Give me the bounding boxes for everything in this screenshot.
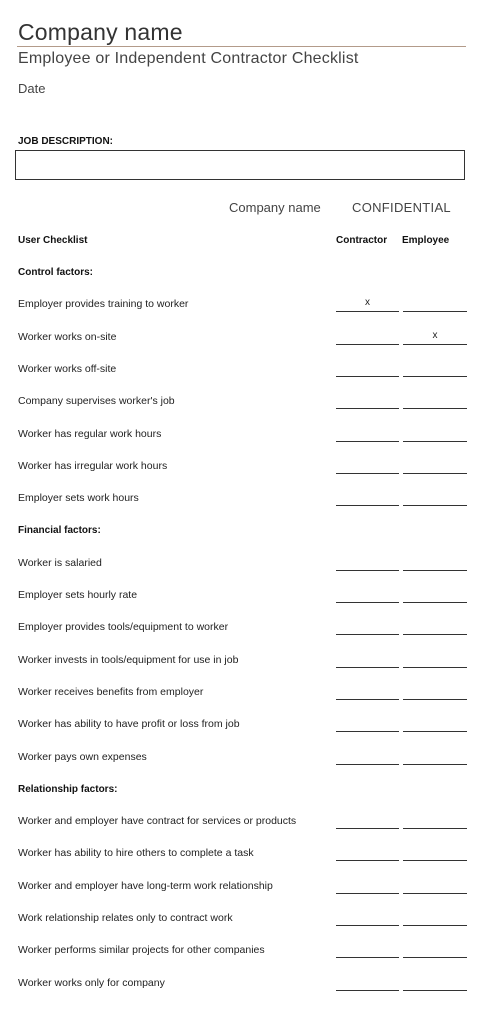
employee-checkbox-line[interactable]: [403, 860, 467, 861]
date-field[interactable]: Date: [18, 81, 46, 96]
contractor-checkbox-line[interactable]: [336, 860, 399, 861]
contractor-checkbox-line[interactable]: [336, 311, 399, 312]
checklist-item-label: Worker has ability to hire others to complete a task: [18, 847, 254, 860]
employee-checkbox-line[interactable]: [403, 441, 467, 442]
checklist-item-label: Worker works on-site: [18, 330, 117, 343]
employee-checkbox-line[interactable]: [403, 828, 467, 829]
section-title: Control factors:: [18, 267, 93, 278]
checklist-item-label: Worker and employer have contract for services or products: [18, 815, 297, 828]
contractor-checkbox-line[interactable]: [336, 764, 399, 765]
contractor-checkbox-line[interactable]: [336, 893, 399, 894]
contractor-checkbox-line[interactable]: [336, 990, 399, 991]
employee-checkbox-line[interactable]: [403, 473, 467, 474]
checklist-item-label: Worker and employer have long-term work relationship: [18, 879, 273, 892]
contractor-checkbox-line[interactable]: [336, 667, 399, 668]
contractor-mark[interactable]: x: [365, 297, 370, 309]
contractor-checkbox-line[interactable]: [336, 505, 399, 506]
contractor-checkbox-line[interactable]: [336, 408, 399, 409]
contractor-checkbox-line[interactable]: [336, 570, 399, 571]
job-description-label: JOB DESCRIPTION:: [18, 136, 114, 147]
checklist-item-label: Work relationship relates only to contract work: [18, 912, 233, 924]
employee-checkbox-line[interactable]: [403, 667, 467, 668]
running-header-company: Company name: [229, 200, 321, 215]
contractor-checkbox-line[interactable]: [336, 957, 399, 958]
contractor-checkbox-line[interactable]: [336, 925, 399, 926]
contractor-column-header: Contractor: [336, 235, 388, 246]
contractor-checkbox-line[interactable]: [336, 344, 399, 345]
employee-checkbox-line[interactable]: [403, 376, 467, 377]
company-name[interactable]: Company name: [18, 19, 183, 45]
employee-checkbox-line[interactable]: [403, 344, 467, 345]
title-rule: [17, 46, 466, 47]
employee-checkbox-line[interactable]: [403, 570, 467, 571]
contractor-checkbox-line[interactable]: [336, 441, 399, 442]
document-title[interactable]: Employee or Independent Contractor Checklist: [18, 50, 359, 67]
contractor-checkbox-line[interactable]: [336, 602, 399, 603]
checklist-item-label: Employer sets hourly rate: [18, 589, 138, 601]
checklist-item-label: Worker has ability to have profit or loss from job: [18, 718, 240, 731]
checklist-item-label: Worker receives benefits from employer: [18, 685, 204, 698]
checklist-item-label: Worker has regular work hours: [18, 427, 162, 440]
checklist-item-label: Worker works off-site: [18, 362, 117, 375]
employee-checkbox-line[interactable]: [403, 731, 467, 732]
checklist-item-label: Worker pays own expenses: [18, 750, 147, 763]
contractor-checkbox-line[interactable]: [336, 634, 399, 635]
checklist-item-label: Worker works only for company: [18, 976, 165, 989]
checklist-item-label: Employer provides training to worker: [18, 298, 189, 311]
contractor-checkbox-line[interactable]: [336, 699, 399, 700]
employee-checkbox-line[interactable]: [403, 990, 467, 991]
contractor-checkbox-line[interactable]: [336, 731, 399, 732]
running-header-confidential: CONFIDENTIAL: [352, 200, 451, 215]
employee-checkbox-line[interactable]: [403, 602, 467, 603]
employee-checkbox-line[interactable]: [403, 311, 467, 312]
employee-column-header: Employee: [402, 235, 450, 246]
checklist-item-label: Worker performs similar projects for other companies: [18, 944, 265, 957]
employee-checkbox-line[interactable]: [403, 925, 467, 926]
employee-checkbox-line[interactable]: [403, 408, 467, 409]
contractor-checkbox-line[interactable]: [336, 828, 399, 829]
checklist-item-label: Worker is salaried: [18, 556, 102, 569]
section-title: Financial factors:: [18, 525, 101, 537]
employee-checkbox-line[interactable]: [403, 764, 467, 765]
employee-checkbox-line[interactable]: [403, 634, 467, 635]
checklist-item-label: Employer provides tools/equipment to worker: [18, 621, 229, 634]
employee-checkbox-line[interactable]: [403, 957, 467, 958]
employee-checkbox-line[interactable]: [403, 699, 467, 700]
user-checklist-header: User Checklist: [18, 235, 88, 246]
employee-mark[interactable]: x: [432, 329, 438, 341]
checklist-item-label: Worker has irregular work hours: [18, 459, 168, 472]
checklist-item-label: Worker invests in tools/equipment for use in job: [18, 653, 239, 666]
contractor-checkbox-line[interactable]: [336, 473, 399, 474]
checklist-item-label: Company supervises worker's job: [18, 395, 175, 408]
employee-checkbox-line[interactable]: [403, 505, 467, 506]
contractor-checkbox-line[interactable]: [336, 376, 399, 377]
checklist-item-label: Employer sets work hours: [18, 492, 139, 505]
employee-checkbox-line[interactable]: [403, 893, 467, 894]
job-description-box[interactable]: [15, 150, 465, 180]
section-title: Relationship factors:: [18, 783, 118, 795]
